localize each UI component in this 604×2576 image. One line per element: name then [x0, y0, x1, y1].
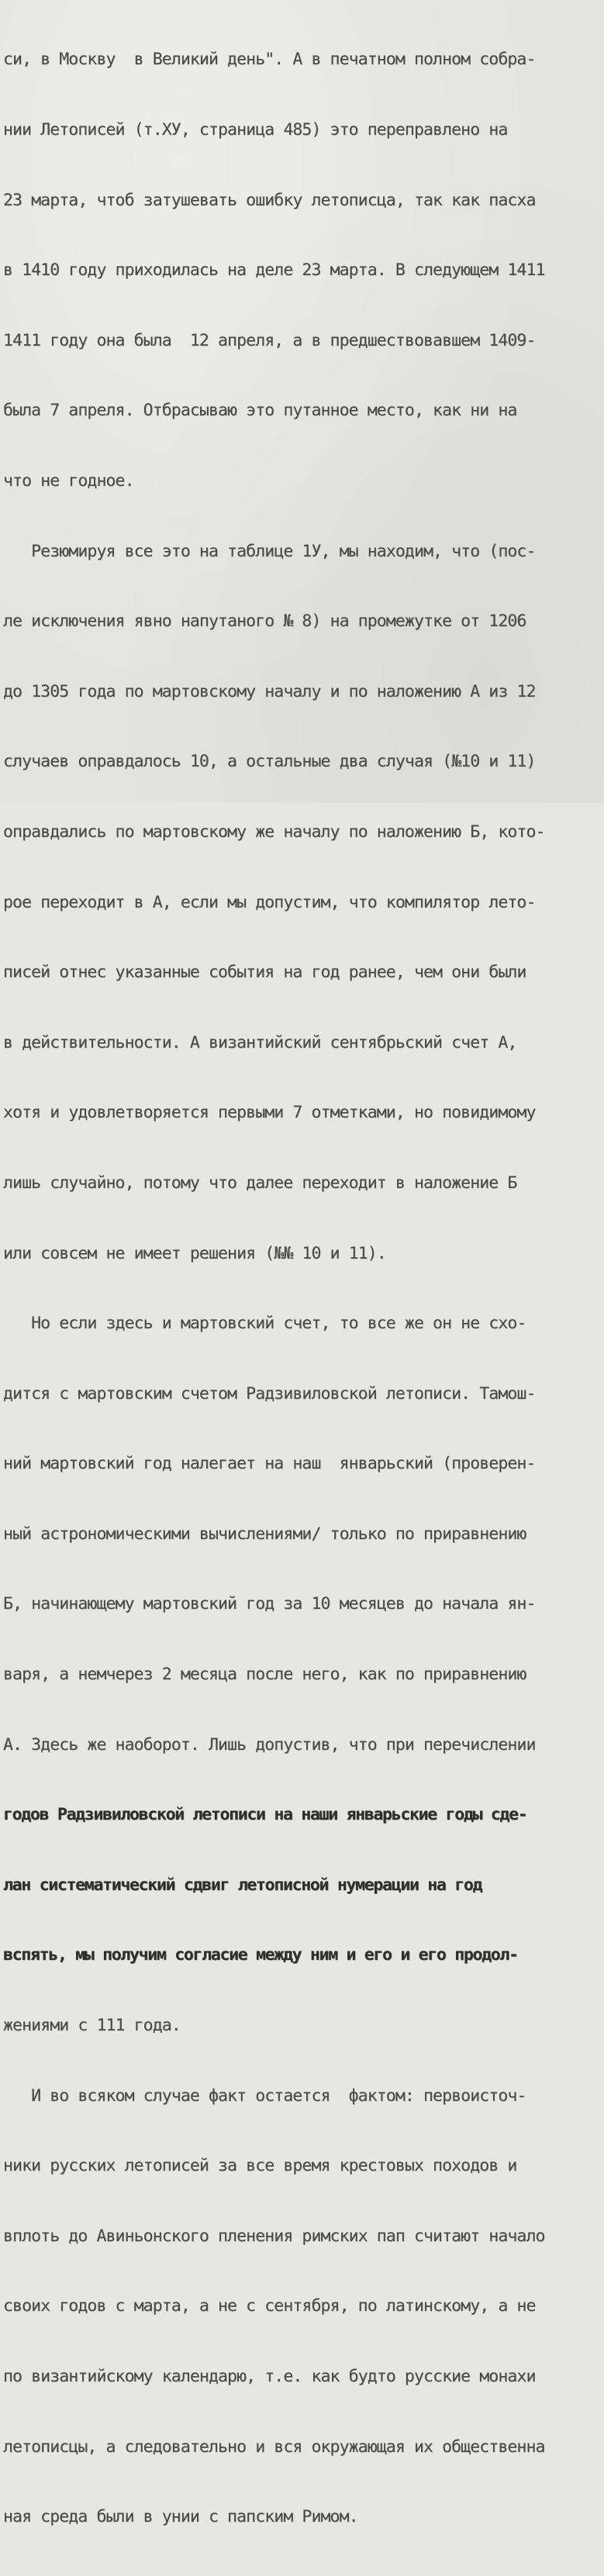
bold-text-line: лан систематический сдвиг летописной нумерации на год	[3, 1875, 482, 1895]
text-line: вплоть до Авиньонского пленения римских пап считают начало	[3, 2226, 545, 2246]
text-line: ний мартовский год налегает на наш январьский (проверен-	[3, 1454, 536, 1474]
text-line: варя, а немчерез 2 месяца после него, как по приравнению	[3, 1665, 526, 1685]
page-text	[3, 2, 602, 2576]
text-line: ная среда были в унии с папским Римом.	[3, 2507, 358, 2527]
text-line: писей отнес указанные события на год ранее, чем они были	[3, 963, 526, 983]
text-line: дится с мартовским счетом Радзивиловской летописи. Тамош-	[3, 1383, 536, 1403]
paragraph-start-line: Но если здесь и мартовский счет, то все же он не схо-	[3, 1314, 526, 1334]
text-line: рое переходит в А, если мы допустим, что компилятор лето-	[3, 892, 536, 912]
text-line: до 1305 года по мартовскому началу и по наложению А из 12	[3, 681, 536, 701]
text-line: 23 марта, чтоб затушевать ошибку летописца, так как пасха	[3, 190, 536, 210]
text-line: хотя и удовлетворяется первыми 7 отметками, но повидимому	[3, 1103, 536, 1123]
text-line: А. Здесь же наоборот. Лишь допустив, что при перечислении	[3, 1734, 536, 1755]
text-line: ники русских летописей за все время крестовых походов и	[3, 2156, 517, 2176]
text-line: случаев оправдалось 10, а остальные два случая (№10 и 11)	[3, 752, 536, 772]
text-line: своих годов с марта, а не с сентября, по латинскому, а не	[3, 2296, 536, 2316]
text-line: в действительности. А византийский сентябрьский счет А,	[3, 1032, 517, 1052]
text-line: ный астрономическими вычислениями/ только по приравнению	[3, 1524, 526, 1544]
text-line: или совсем не имеет решения (№№ 10 и 11).	[3, 1243, 386, 1263]
text-line: лишь случайно, потому что далее переходит в наложение Б	[3, 1173, 517, 1193]
text-line: в 1410 году приходилась на деле 23 марта. В следующем 1411	[3, 260, 545, 281]
text-line: летописцы, а следовательно и вся окружающая их общественна	[3, 2437, 545, 2457]
text-line: что не годное.	[3, 470, 134, 491]
paragraph-start-line: Резюмируя все это на таблице 1У, мы находим, что (пос-	[3, 541, 536, 561]
bold-text-line: вспять, мы получим согласие между ним и его и его продол-	[3, 1945, 518, 1965]
text-line: си, в Москву в Великий день". А в печатном полном собра-	[3, 50, 536, 70]
text-line: 1411 году она была 12 апреля, а в предшествовавшем 1409-	[3, 330, 536, 350]
text-line: нии Летописей (т.ХУ, страница 485) это переправлено на	[3, 120, 508, 139]
bold-text-line: годов Радзивиловской летописи на наши январьские годы сде-	[3, 1805, 527, 1825]
text-line: была 7 апреля. Отбрасываю это путанное место, как ни на	[3, 401, 517, 421]
text-line: оправдались по мартовскому же началу по наложению Б, кото-	[3, 821, 545, 842]
paragraph-start-line: И во всяком случае факт остается фактом: первоисточ-	[3, 2085, 526, 2106]
text-line: Б, начинающему мартовский год за 10 месяцев до начала ян-	[3, 1594, 536, 1614]
text-line: ле исключения явно напутаного № 8) на промежутке от 1206	[3, 611, 526, 632]
text-line: по византийскому календарю, т.е. как будто русские монахи	[3, 2367, 536, 2386]
text-line: жениями с 111 года.	[3, 2016, 181, 2036]
